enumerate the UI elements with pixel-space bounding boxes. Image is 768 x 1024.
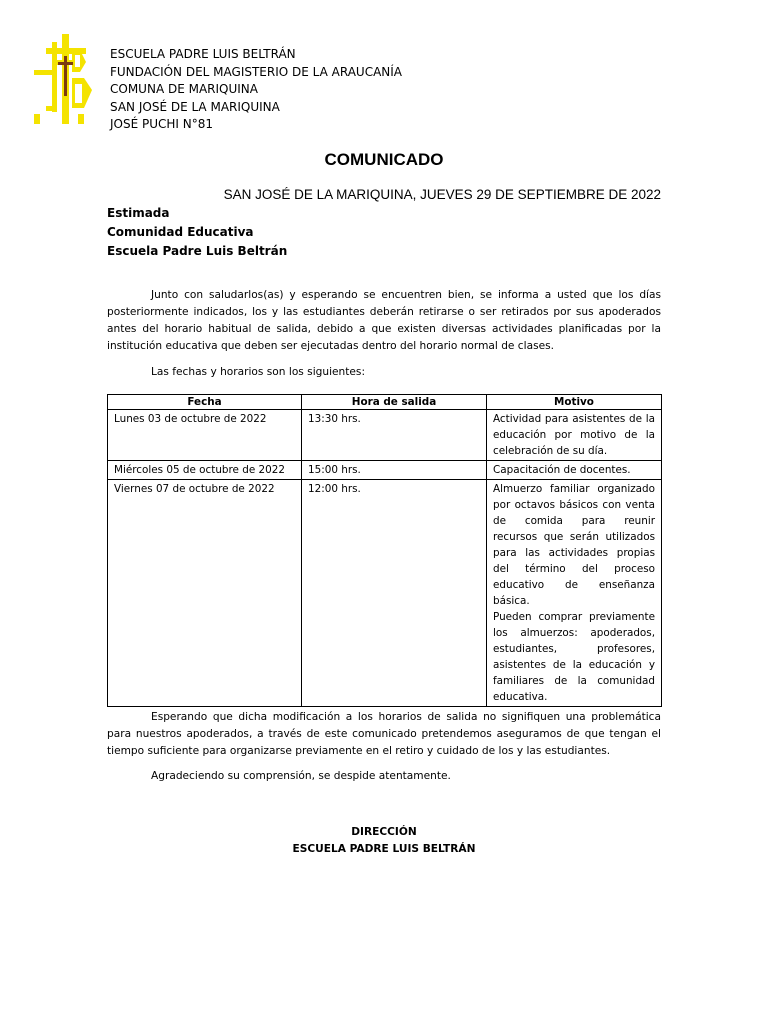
farewell-line: Agradeciendo su comprensión, se despide atentamente.: [151, 770, 451, 782]
cell-fecha: Miércoles 05 de octubre de 2022: [108, 461, 302, 480]
table-header-row: [108, 395, 662, 410]
salutation-line: Comunidad Educativa: [107, 225, 254, 239]
cell-motivo: Capacitación de docentes.: [487, 461, 662, 480]
column-header-motivo: Motivo: [487, 395, 662, 410]
table-intro: Las fechas y horarios son los siguientes:: [151, 366, 366, 378]
paragraph-text: Junto con saludarlos(as) y esperando se encuentren bien, se informa a usted que los días posteriormente indicados, los y las estudiantes deberán retirarse o ser retirados por sus apoderados antes del horario habitual de salida, debido a que existen diversas actividades planificadas por la institución educativa que deben ser ejecutadas dentro del horario normal de clases.: [107, 289, 661, 352]
motivo-text: Almuerzo familiar organizado por octavos básicos con venta de comida para reunir recursos que serán utilizados para las actividades propias del término del proceso educativo de enseñanza básica.: [493, 483, 655, 607]
cell-fecha: Lunes 03 de octubre de 2022: [108, 410, 302, 461]
cell-motivo: [487, 480, 662, 707]
salutation: [107, 204, 287, 261]
salutation-line: Escuela Padre Luis Beltrán: [107, 244, 288, 258]
schedule-table: [107, 394, 662, 707]
school-header: [110, 46, 402, 134]
signature-line: DIRECCIÓN: [351, 826, 417, 838]
cell-hora: 13:30 hrs.: [302, 410, 487, 461]
body-paragraph-intro: [107, 287, 661, 355]
signature-block: [0, 824, 768, 858]
cell-hora: 12:00 hrs.: [302, 480, 487, 707]
body-paragraph-closing: [107, 709, 661, 760]
header-line-school: ESCUELA PADRE LUIS BELTRÁN: [110, 47, 296, 61]
paragraph-text: Esperando que dicha modificación a los horarios de salida no signifiquen una problemática para nuestros apoderados, a través de este comunicado pretendemos aseguramos de que tengan el tiempo suficiente para organizarse previamente en el retiro y cuidado de los y las estudiantes.: [107, 711, 661, 757]
column-header-fecha: Fecha: [108, 395, 302, 410]
salutation-line: Estimada: [107, 206, 170, 220]
cell-hora: 15:00 hrs.: [302, 461, 487, 480]
table-row: [108, 410, 662, 461]
date-line: SAN JOSÉ DE LA MARIQUINA, JUEVES 29 DE SEPTIEMBRE DE 2022: [223, 187, 661, 202]
header-line-foundation: FUNDACIÓN DEL MAGISTERIO DE LA ARAUCANÍA: [110, 64, 403, 79]
header-line-address: JOSÉ PUCHI N°81: [110, 117, 214, 131]
header-line-commune: COMUNA DE MARIQUINA: [110, 82, 258, 96]
cell-fecha: Viernes 07 de octubre de 2022: [108, 480, 302, 707]
table-row: [108, 480, 662, 707]
document-title: COMUNICADO: [324, 150, 444, 169]
signature-line: ESCUELA PADRE LUIS BELTRÁN: [292, 843, 476, 855]
cross-logo-icon: [32, 32, 100, 126]
table-row: [108, 461, 662, 480]
column-header-hora: Hora de salida: [302, 395, 487, 410]
header-line-city: SAN JOSÉ DE LA MARIQUINA: [110, 99, 280, 114]
motivo-extra-text: Pueden comprar previamente los almuerzos: apoderados, estudiantes, profesores, asistentes de la educación y familiares de la comunidad educativa.: [493, 611, 655, 703]
cell-motivo: Actividad para asistentes de la educación por motivo de la celebración de su día.: [487, 410, 662, 461]
